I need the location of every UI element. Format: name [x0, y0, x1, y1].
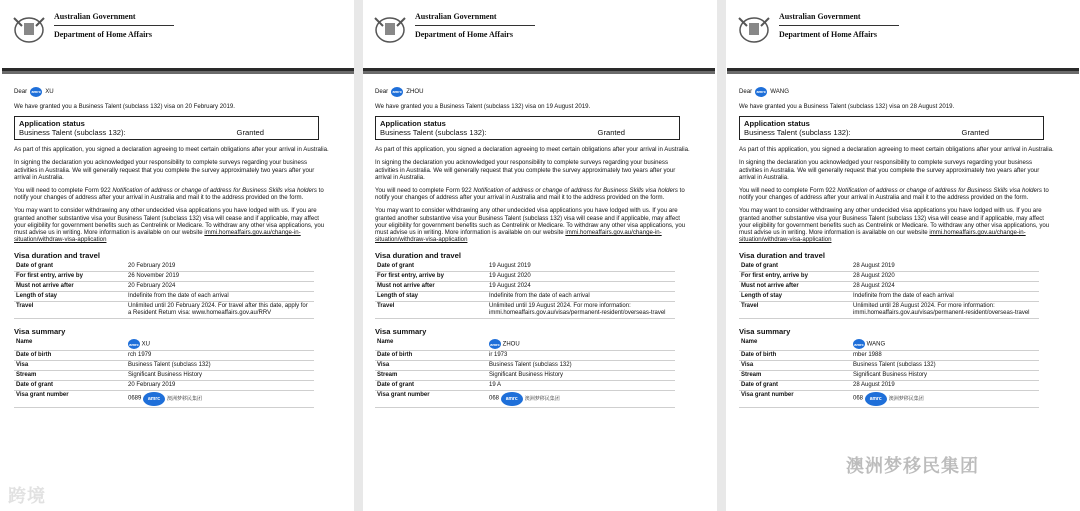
- paragraph-withdraw: You may want to consider withdrawing any other undecided visa applications you have lodged with us. If you are granted another substantive visa your Business Talent (subclass 132) visa will cease and if applicable, may affect your eligibility for government benefits such as Centrelink or Medicare. To withdraw any other visa applications, you must advise us in writing. More information is available on our website immi.homeaffairs.gov.au/change-in-situation/withdraw-visa-application: [739, 207, 1050, 244]
- summary-table: Name amrc ZHOU Date of birth ir 1973 Visa Business Talent (subclass 132) Stream Significant Business History Date of grant 19 A Visa grant number 068 amrc 澳洲梦移民集团: [375, 338, 675, 408]
- summary-heading: Visa summary: [739, 327, 791, 337]
- paragraph-withdraw: You may want to consider withdrawing any other undecided visa applications you have lodged with us. If you are granted another substantive visa your Business Talent (subclass 132) visa will cease and if applicable, may affect your eligibility for government benefits such as Centrelink or Medicare. To withdraw any other visa applications, you must advise us in writing. More information is available on our website immi.homeaffairs.gov.au/change-in-situation/withdraw-visa-application: [375, 207, 686, 244]
- amrc-logo: amrc 澳洲梦移民集团: [143, 392, 202, 406]
- application-status-box: Application status Business Talent (subclass 132): Granted: [739, 116, 1044, 140]
- visa-letter-1: [2, 0, 354, 511]
- amrc-logo: amrc: [30, 87, 42, 97]
- paragraph-withdraw: You may want to consider withdrawing any other undecided visa applications you have lodged with us. If you are granted another substantive visa your Business Talent (subclass 132) visa will cease and if applicable, may affect your eligibility for government benefits such as Centrelink or Medicare. To withdraw any other visa applications, you must advise us in writing. More information is available on our website immi.homeaffairs.gov.au/change-in-situation/withdraw-visa-application: [14, 207, 325, 244]
- paragraph-obligations: As part of this application, you signed a declaration agreeing to meet certain obligations after your arrival in Australia.: [14, 146, 329, 154]
- duration-heading: Visa duration and travel: [14, 251, 100, 261]
- coat-of-arms-icon: [369, 6, 411, 48]
- watermark-right: 澳洲梦移民集团: [846, 456, 979, 476]
- summary-table: Name amrc XU Date of birth rch 1979 Visa Business Talent (subclass 132) Stream Significant Business History Date of grant 20 February 2019 Visa grant number 0689 amrc 澳洲梦移民集团: [14, 338, 314, 408]
- summary-table: Name amrc WANG Date of birth mber 1988 Visa Business Talent (subclass 132) Stream Significant Business History Date of grant 28 August 2019 Visa grant number 068 amrc 澳洲梦移民集团: [739, 338, 1039, 408]
- watermark-left: 跨境: [8, 486, 46, 506]
- salutation: Dear amrc WANG: [739, 88, 789, 96]
- duration-heading: Visa duration and travel: [375, 251, 461, 261]
- grant-sentence: We have granted you a Business Talent (subclass 132) visa on 19 August 2019.: [375, 103, 591, 110]
- status-value: Granted: [597, 128, 625, 138]
- paragraph-surveys: In signing the declaration you acknowledged your responsibility to complete surveys regarding your business activities in Australia. We will generally request that you complete the survey approximately two years after your arrival in Australia.: [375, 159, 676, 181]
- grant-sentence: We have granted you a Business Talent (subclass 132) visa on 28 August 2019.: [739, 103, 955, 110]
- application-status-box: Application status Business Talent (subclass 132): Granted: [375, 116, 680, 140]
- visa-letter-3: [727, 0, 1079, 511]
- coat-of-arms-icon: [733, 6, 775, 48]
- paragraph-form-922: You will need to complete Form 922 Notification of address or change of address for Business Skills visa holders to notify your changes of address after your arrival in Australia and mail it to the address provided on the form.: [375, 187, 685, 202]
- visa-letter-2: [363, 0, 715, 511]
- paragraph-obligations: As part of this application, you signed a declaration agreeing to meet certain obligations after your arrival in Australia.: [739, 146, 1054, 154]
- paragraph-surveys: In signing the declaration you acknowledged your responsibility to complete surveys regarding your business activities in Australia. We will generally request that you complete the survey approximately two years after your arrival in Australia.: [739, 159, 1040, 181]
- summary-heading: Visa summary: [14, 327, 66, 337]
- salutation: Dear amrc XU: [14, 88, 54, 96]
- government-title: Australian Government Department of Home Affairs: [415, 12, 535, 40]
- paragraph-form-922: You will need to complete Form 922 Notification of address or change of address for Business Skills visa holders to notify your changes of address after your arrival in Australia and mail it to the address provided on the form.: [739, 187, 1049, 202]
- withdraw-link[interactable]: immi.homeaffairs.gov.au/change-in-situation/withdraw-visa-application: [739, 229, 1026, 244]
- status-value: Granted: [961, 128, 989, 138]
- government-title: Australian Government Department of Home Affairs: [54, 12, 174, 40]
- summary-heading: Visa summary: [375, 327, 427, 337]
- paragraph-surveys: In signing the declaration you acknowledged your responsibility to complete surveys regarding your business activities in Australia. We will generally request that you complete the survey approximately two years after your arrival in Australia.: [14, 159, 315, 181]
- paragraph-obligations: As part of this application, you signed a declaration agreeing to meet certain obligations after your arrival in Australia.: [375, 146, 690, 154]
- letterhead: [2, 0, 354, 71]
- letterhead: [363, 0, 715, 71]
- duration-table: Date of grant 28 August 2019 For first entry, arrive by 28 August 2020 Must not arrive after 28 August 2024 Length of stay Indefinite from the date of each arrival Travel Unlimited until 28 August 2024. For more information: immi.homeaffairs.gov.au/visas/permanent-resident/overseas-travel: [739, 262, 1039, 319]
- amrc-logo: amrc 澳洲梦移民集团: [501, 392, 560, 406]
- duration-table: Date of grant 20 February 2019 For first entry, arrive by 26 November 2019 Must not arrive after 20 February 2024 Length of stay Indefinite from the date of each arrival Travel Unlimited until 20 February 2024. For travel after this date, apply for a Resident Return visa: www.homeaffairs.gov.au/RRV: [14, 262, 314, 319]
- amrc-logo: amrc: [391, 87, 403, 97]
- status-value: Granted: [236, 128, 264, 138]
- government-title: Australian Government Department of Home Affairs: [779, 12, 899, 40]
- salutation: Dear amrc ZHOU: [375, 88, 424, 96]
- page-gap: [354, 0, 363, 511]
- paragraph-form-922: You will need to complete Form 922 Notification of address or change of address for Business Skills visa holders to notify your changes of address after your arrival in Australia and mail it to the address provided on the form.: [14, 187, 324, 202]
- duration-heading: Visa duration and travel: [739, 251, 825, 261]
- amrc-logo: amrc: [755, 87, 767, 97]
- withdraw-link[interactable]: immi.homeaffairs.gov.au/change-in-situation/withdraw-visa-application: [375, 229, 662, 244]
- withdraw-link[interactable]: immi.homeaffairs.gov.au/change-in-situation/withdraw-visa-application: [14, 229, 301, 244]
- letterhead: [727, 0, 1079, 71]
- grant-sentence: We have granted you a Business Talent (subclass 132) visa on 20 February 2019.: [14, 103, 235, 110]
- page-gap: [717, 0, 726, 511]
- duration-table: Date of grant 19 August 2019 For first entry, arrive by 19 August 2020 Must not arrive after 19 August 2024 Length of stay Indefinite from the date of each arrival Travel Unlimited until 19 August 2024. For more information: immi.homeaffairs.gov.au/visas/permanent-resident/overseas-travel: [375, 262, 675, 319]
- amrc-logo: amrc 澳洲梦移民集团: [865, 392, 924, 406]
- coat-of-arms-icon: [8, 6, 50, 48]
- application-status-box: Application status Business Talent (subclass 132): Granted: [14, 116, 319, 140]
